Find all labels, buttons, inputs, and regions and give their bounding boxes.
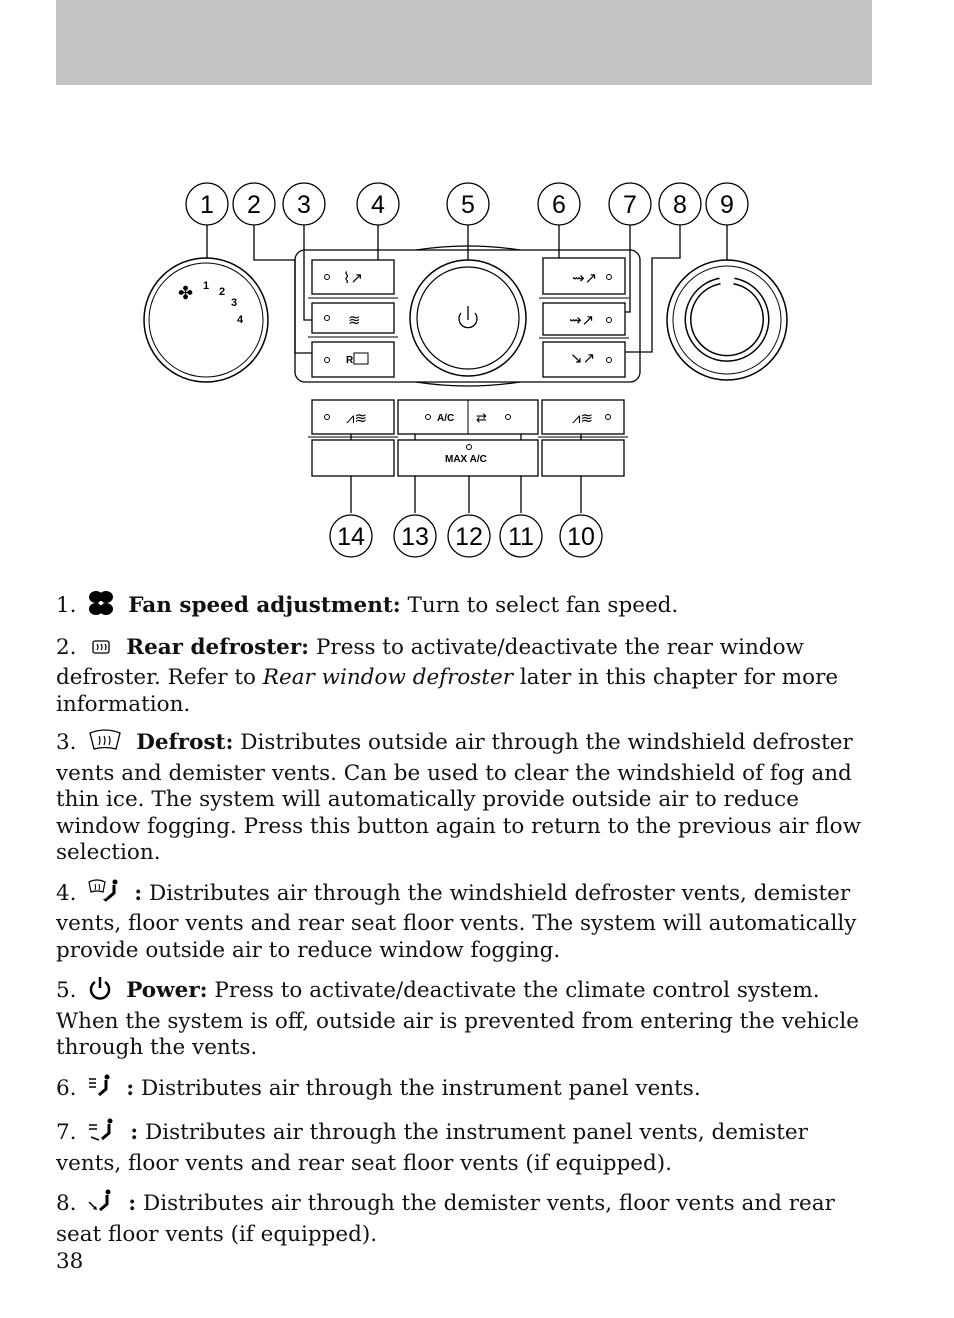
- floor-vent-panel-icon: ↘↗: [570, 349, 596, 367]
- item-number: 5.: [56, 978, 77, 1003]
- item-panel-vent: [56, 1073, 876, 1107]
- callout-14: 14: [337, 523, 365, 551]
- panel-vent-panel-icon: ⇝↗: [572, 269, 598, 287]
- fan-knob-icon: ✤: [178, 283, 194, 304]
- item-defrost-floor: [56, 878, 876, 965]
- fan-speed-knob[interactable]: [144, 258, 268, 382]
- item-rear-defroster: [56, 635, 876, 719]
- seat-heater-right-icon: ⩘≋: [572, 409, 594, 427]
- item-text: Press to activate/deactivate the rear window defroster. Refer to: [56, 634, 804, 690]
- callout-11: 11: [508, 523, 534, 551]
- diagram-svg: [130, 170, 830, 570]
- item-text: Distributes air through the instrument panel vents.: [134, 1075, 701, 1101]
- callout-5: 5: [461, 191, 475, 219]
- item-number: 1.: [56, 593, 77, 618]
- panel-floor-icon: [87, 1117, 117, 1151]
- lower-left-blank: [312, 440, 394, 476]
- item-defrost: [56, 729, 876, 867]
- floor-vent-icon: [87, 1188, 115, 1222]
- item-fan-speed: [56, 590, 876, 624]
- rear-defrost-label: R: [346, 355, 354, 366]
- item-text: Distributes air through the windshield defroster vents, demister vents, floor vents and rear seat floor vents. The system will automatically provide outside air to reduce window fogging.: [56, 880, 857, 963]
- cross-reference: Rear window defroster: [262, 665, 514, 690]
- rear-defroster-icon: [87, 638, 113, 666]
- callout-8: 8: [673, 191, 687, 219]
- item-power: [56, 975, 876, 1062]
- item-name: Rear defroster:: [126, 634, 310, 660]
- item-number: 8.: [56, 1191, 77, 1216]
- item-number: 6.: [56, 1075, 77, 1101]
- callout-4: 4: [371, 191, 385, 219]
- panel-vent-icon: [87, 1073, 113, 1107]
- item-text: Press to activate/deactivate the climate control system. When the system is off, outside air is prevented from entering the vehicle through the vents.: [56, 978, 859, 1060]
- item-floor-vent: [56, 1188, 876, 1248]
- lower-right-blank: [542, 440, 624, 476]
- item-name: :: [126, 1075, 135, 1101]
- item-number: 4.: [56, 880, 77, 906]
- callout-1: 1: [200, 191, 214, 219]
- item-name: Defrost:: [136, 730, 234, 755]
- fan-speed-2: 2: [219, 286, 226, 298]
- item-number: 7.: [56, 1120, 77, 1145]
- item-panel-floor: [56, 1117, 876, 1177]
- item-text: Distributes outside air through the windshield defroster vents and demister vents. Can be used to clear the windshield of fog and thin ice. The system will automatically provide outside air to reduce window fogging. Press this button again to return to the previous air flow selection.: [56, 730, 861, 865]
- defrost-floor-icon: [87, 878, 121, 912]
- fan-speed-4: 4: [237, 314, 244, 326]
- defrost-icon: [87, 729, 123, 761]
- callout-10: 10: [567, 523, 595, 551]
- callout-2: 2: [247, 191, 261, 219]
- climate-control-diagram: [130, 170, 830, 570]
- defrost-floor-panel-icon: ⌇↗: [343, 269, 363, 287]
- temperature-knob[interactable]: [667, 260, 787, 380]
- fan-speed-1: 1: [203, 280, 210, 292]
- power-knob[interactable]: [410, 260, 526, 376]
- callout-7: 7: [623, 191, 637, 219]
- callout-13: 13: [401, 523, 429, 551]
- recirculation-icon: ⇄: [476, 411, 487, 426]
- callout-3: 3: [297, 191, 311, 219]
- item-name: :: [134, 880, 143, 906]
- seat-heater-left-icon: ⩘≋: [346, 409, 368, 427]
- page-number: 38: [56, 1249, 84, 1274]
- item-text: Distributes air through the demister vents, floor vents and rear seat floor vents (if equipped).: [56, 1191, 835, 1247]
- ac-label: A/C: [437, 413, 455, 424]
- max-ac-label: MAX A/C: [445, 454, 487, 465]
- item-number: 3.: [56, 730, 77, 755]
- fan-icon: [87, 590, 115, 624]
- item-number: 2.: [56, 634, 77, 660]
- header-band: [56, 0, 872, 85]
- item-name: :: [130, 1120, 139, 1145]
- item-name: Fan speed adjustment:: [128, 593, 401, 618]
- item-text: later in this chapter for more information.: [56, 665, 839, 717]
- power-icon: [87, 975, 113, 1009]
- item-text: Distributes air through the instrument panel vents, demister vents, floor vents and rear seat floor vents (if equipped).: [56, 1120, 808, 1176]
- callout-6: 6: [552, 191, 566, 219]
- control-descriptions: [56, 590, 876, 1259]
- callout-9: 9: [720, 191, 734, 219]
- item-name: :: [128, 1191, 137, 1216]
- item-name: Power:: [126, 978, 208, 1003]
- callout-12: 12: [455, 523, 483, 551]
- panel-floor-panel-icon: ⇝↗: [569, 311, 595, 329]
- defrost-panel-icon: ≋: [348, 311, 361, 329]
- fan-speed-3: 3: [231, 297, 238, 309]
- item-text: Turn to select fan speed.: [400, 593, 679, 618]
